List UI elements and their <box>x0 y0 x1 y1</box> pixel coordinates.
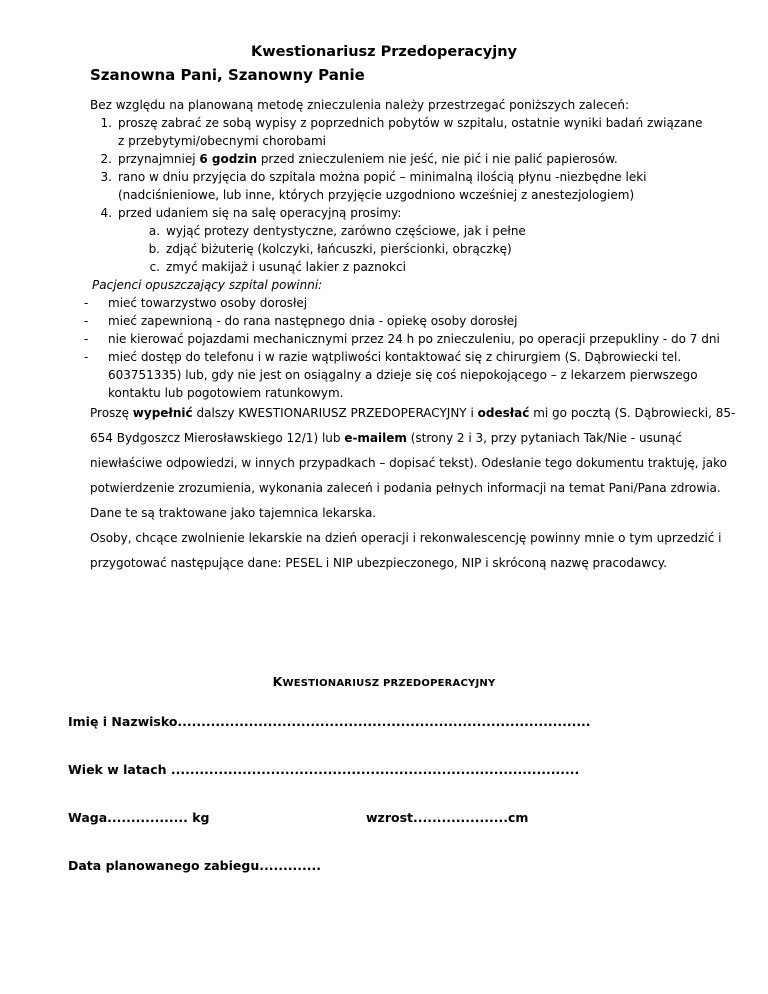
list-item-bold: 6 godzin <box>199 152 257 166</box>
list-item-text: nie kierować pojazdami mechanicznymi przez 24 h po znieczuleniu, po operacji przepukliny - do 7 dni <box>108 332 720 346</box>
list-item-continuation: kontaktu lub pogotowiem ratunkowym. <box>108 386 344 400</box>
list-item-text: przed udaniem się na salę operacyjną prosimy: <box>118 206 402 220</box>
list-item <box>84 312 518 330</box>
greeting: Szanowna Pani, Szanowny Panie <box>90 66 365 84</box>
request-paragraph-line <box>90 404 735 422</box>
list-number: 2. <box>100 152 112 166</box>
list-number: 3. <box>100 170 112 184</box>
document-title: Kwestionariusz Przedoperacyjny <box>251 44 517 60</box>
height-field[interactable]: wzrost....................cm <box>366 810 529 825</box>
sub-list-item <box>142 258 406 276</box>
text: 654 Bydgoszcz Mierosławskiego 12/1) lub <box>90 431 345 445</box>
list-item-text: mieć dostęp do telefonu i w razie wątpliwości kontaktować się z chirurgiem (S. Dąbrowiecki tel. <box>108 350 682 364</box>
list-item-text: przynajmniej <box>118 152 200 166</box>
dash-bullet: - <box>84 296 89 310</box>
instructions-intro: Bez względu na planowaną metodę znieczulenia należy przestrzegać poniższych zaleceń: <box>90 98 630 112</box>
text: dalszy KWESTIONARIUSZ PRZEDOPERACYJNY i <box>192 406 478 420</box>
list-item <box>90 204 401 222</box>
age-field[interactable]: Wiek w latach ...................................................................................... <box>68 762 580 777</box>
dash-bullet: - <box>84 332 89 346</box>
form-title <box>0 674 768 689</box>
list-item-text: przed znieczuleniem nie jeść, nie pić i nie palić papierosów. <box>257 152 618 166</box>
text: Proszę <box>90 406 133 420</box>
sub-list-letter: a. <box>148 224 160 238</box>
request-paragraph-line <box>90 429 682 447</box>
form-title-initial: K <box>272 674 283 689</box>
sub-list-text: wyjąć protezy dentystyczne, zarówno częściowe, jak i pełne <box>166 224 526 238</box>
list-item-text: mieć towarzystwo osoby dorosłej <box>108 296 308 310</box>
request-paragraph-line: przygotować następujące dane: PESEL i NIP ubezpieczonego, NIP i skróconą nazwę pracodawcy. <box>90 556 667 570</box>
list-item-text: mieć zapewnioną - do rana następnego dnia - opiekę osoby dorosłej <box>108 314 518 328</box>
request-paragraph-line: niewłaściwe odpowiedzi, w innych przypadkach – dopisać tekst). Odesłanie tego dokumentu traktuję, jako <box>90 456 727 470</box>
list-item-text: rano w dniu przyjęcia do szpitala można popić – minimalną ilością płynu -niezbędne leki <box>118 170 647 184</box>
sub-list-item <box>142 222 526 240</box>
form-title-rest: WESTIONARIUSZ PRZEDOPERACYJNY <box>282 678 496 689</box>
sub-list-text: zdjąć biżuterię (kolczyki, łańcuszki, pierścionki, obrączkę) <box>166 242 512 256</box>
text: mi go pocztą (S. Dąbrowiecki, 85- <box>529 406 736 420</box>
list-number: 4. <box>100 206 112 220</box>
list-number: 1. <box>100 116 112 130</box>
list-item <box>90 150 618 168</box>
text: (strony 2 i 3, przy pytaniach Tak/Nie - usunąć <box>406 431 682 445</box>
dash-bullet: - <box>84 314 89 328</box>
list-item <box>84 330 720 348</box>
request-paragraph-line: Dane te są traktowane jako tajemnica lekarska. <box>90 506 377 520</box>
bold-text: wypełnić <box>132 406 193 420</box>
list-item <box>84 294 307 312</box>
request-paragraph-line: Osoby, chcące zwolnienie lekarskie na dzień operacji i rekonwalescencję powinny mnie o tym uprzedzić i <box>90 531 722 545</box>
sub-list-text: zmyć makijaż i usunąć lakier z paznokci <box>166 260 406 274</box>
sub-list-item <box>142 240 512 258</box>
discharge-heading: Pacjenci opuszczający szpital powinni: <box>92 278 323 292</box>
sub-list-letter: b. <box>148 242 160 256</box>
weight-field[interactable]: Waga................. kg <box>68 810 210 825</box>
surgery-date-field[interactable]: Data planowanego zabiegu............. <box>68 858 321 873</box>
bold-text: odesłać <box>477 406 530 420</box>
list-item <box>90 114 703 132</box>
list-item-continuation: 603751335) lub, gdy nie jest on osiągalny a dzieje się coś niepokojącego – z lekarzem pierwszego <box>108 368 698 382</box>
list-item-continuation: z przebytymi/obecnymi chorobami <box>118 134 326 148</box>
name-field[interactable]: Imię i Nazwisko....................................................................................... <box>68 714 591 729</box>
list-item-text: proszę zabrać ze sobą wypisy z poprzednich pobytów w szpitalu, ostatnie wyniki badań związane <box>118 116 703 130</box>
request-paragraph-line: potwierdzenie zrozumienia, wykonania zaleceń i podania pełnych informacji na temat Pani/Pana zdrowia. <box>90 481 721 495</box>
list-item <box>90 168 647 186</box>
bold-text: e-mailem <box>344 431 407 445</box>
dash-bullet: - <box>84 350 89 364</box>
list-item <box>84 348 681 366</box>
list-item-continuation: (nadciśnieniowe, lub inne, których przyjęcie uzgodniono wcześniej z anestezjologiem) <box>118 188 635 202</box>
sub-list-letter: c. <box>149 260 160 274</box>
